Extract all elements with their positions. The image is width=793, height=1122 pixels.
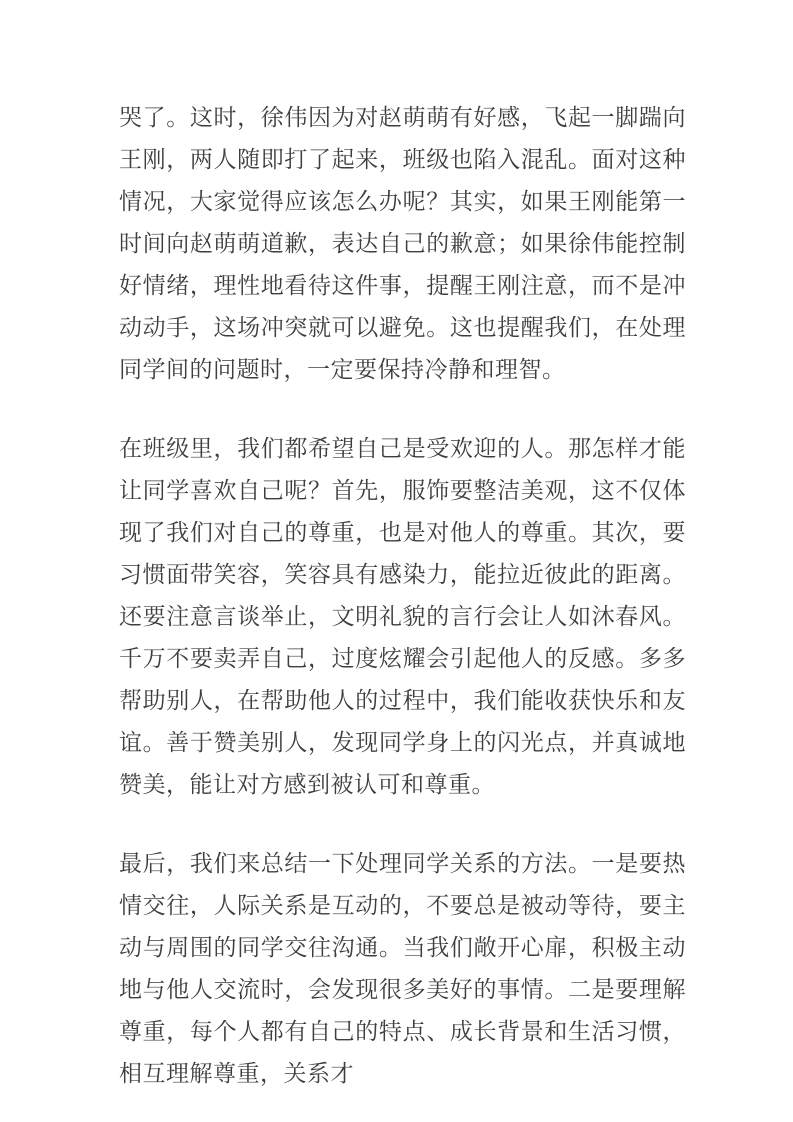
paragraph-summary-methods: 最后，我们来总结一下处理同学关系的方法。一是要热情交往，人际关系是互动的，不要总是被动等待，要主动与周围的同学交往沟通。当我们敞开心扉，积极主动地与他人交流时，会发现很多美好的事情。二是要理解尊重，每个人都有自己的特点、成长背景和生活习惯，相互理解尊重，关系才 xyxy=(119,851,686,1086)
paragraph-conflict-story: 哭了。这时，徐伟因为对赵萌萌有好感，飞起一脚踹向王刚，两人随即打了起来，班级也陷入混乱。面对这种情况，大家觉得应该怎么办呢？其实，如果王刚能第一时间向赵萌萌道歉，表达自己的歉意；如果徐伟能控制好情绪，理性地看待这件事，提醒王刚注意，而不是冲动动手，这场冲突就可以避免。这也提醒我们，在处理同学间的问题时，一定要保持冷静和理智。 xyxy=(119,105,686,382)
document-text-body xyxy=(119,97,686,1095)
paragraph-being-liked: 在班级里，我们都希望自己是受欢迎的人。那怎样才能让同学喜欢自己呢？首先，服饰要整洁美观，这不仅体现了我们对自己的尊重，也是对他人的尊重。其次，要习惯面带笑容，笑容具有感染力，能拉近彼此的距离。还要注意言谈举止，文明礼貌的言行会让人如沐春风。千万不要卖弄自己，过度炫耀会引起他人的反感。多多帮助别人，在帮助他人的过程中，我们能收获快乐和友谊。善于赞美别人，发现同学身上的闪光点，并真诚地赞美，能让对方感到被认可和尊重。 xyxy=(119,436,686,797)
